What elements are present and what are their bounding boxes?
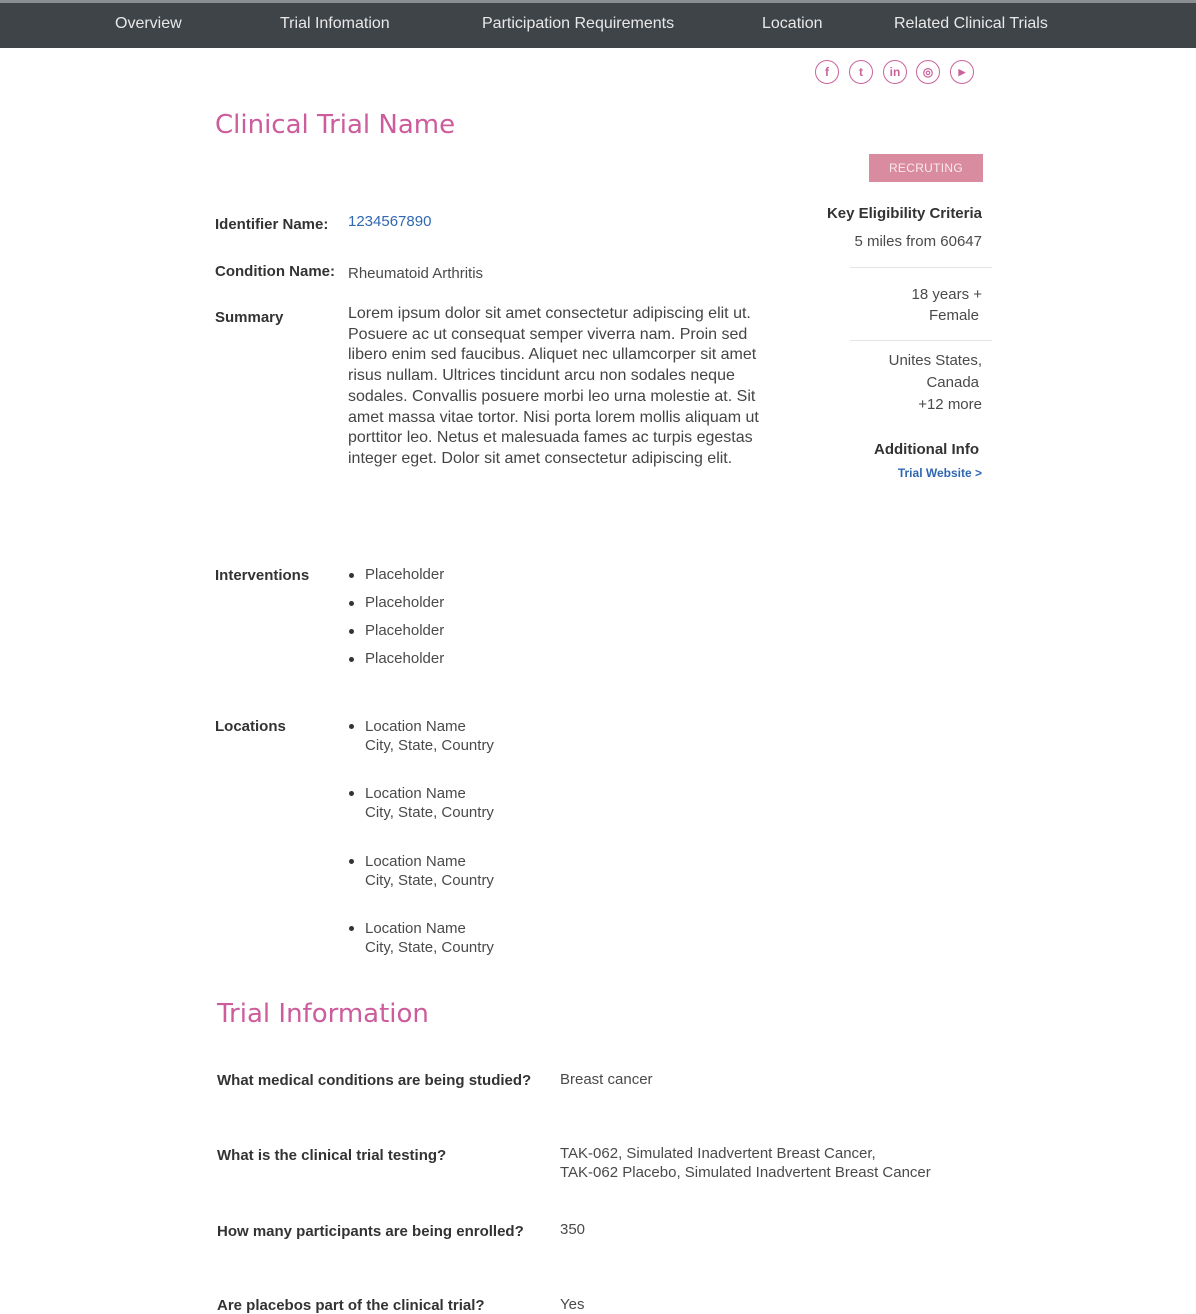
nav-trial-information[interactable]: Trial Infomation [280, 15, 390, 32]
country-text: Canada [926, 374, 979, 391]
condition-value: Rheumatoid Arthritis [348, 265, 484, 282]
locations-list [348, 717, 494, 959]
list-item: Placeholder [348, 650, 444, 678]
distance-text: 5 miles from 60647 [854, 233, 982, 250]
location-place: City, State, Country [365, 737, 494, 754]
divider [850, 340, 992, 341]
youtube-icon[interactable]: ▶ [950, 60, 974, 84]
instagram-icon[interactable]: ◎ [916, 60, 940, 84]
additional-info-heading: Additional Info [874, 441, 979, 458]
section-title-trial-information: Trial Information [217, 999, 429, 1029]
interventions-label: Interventions [215, 567, 310, 584]
list-item [348, 784, 494, 852]
condition-label: Condition Name: [215, 263, 335, 280]
location-name: Location Name [365, 920, 466, 937]
identifier-value[interactable]: 1234567890 [348, 213, 432, 230]
summary-text: Lorem ipsum dolor sit amet consectetur adipiscing elit ut. Posuere ac ut consequat semper viverra nam. Proin sed libero enim sed faucibus. Aliquet nec ullamcorper sit amet risus nullam. Ultrices tincidunt arcu non sodales neque sodales. Convallis posuere morbi leo urna molestie at. Sit amet massa vitae tortor. Nisi porta lorem mollis aliquam ut porttitor leo. Netus et malesuada fames ac turpis egestas integer eget. Dolor sit amet consectetur adipiscing elit. [348, 305, 759, 467]
list-item [348, 852, 494, 919]
answer-participants: 350 [560, 1221, 586, 1238]
list-item: Placeholder [348, 594, 444, 622]
location-name: Location Name [365, 853, 466, 870]
answer-testing-line-1: TAK-062, Simulated Inadvertent Breast Cancer, [560, 1145, 876, 1162]
top-navigation [0, 3, 1196, 48]
nav-overview[interactable]: Overview [115, 15, 182, 32]
nav-participation-requirements[interactable]: Participation Requirements [482, 15, 675, 32]
identifier-label: Identifier Name: [215, 216, 329, 233]
locations-label: Locations [215, 718, 286, 735]
gender-text: Female [928, 307, 979, 324]
divider [850, 267, 992, 268]
answer-conditions: Breast cancer [560, 1071, 653, 1088]
location-name: Location Name [365, 718, 466, 735]
list-item: Placeholder [348, 622, 444, 650]
nav-location[interactable]: Location [762, 15, 823, 32]
country-text: Unites States, [888, 352, 982, 369]
question-testing: What is the clinical trial testing? [217, 1147, 447, 1164]
location-name: Location Name [365, 785, 466, 802]
page-title: Clinical Trial Name [215, 110, 456, 140]
list-item [348, 919, 494, 959]
interventions-list [348, 566, 444, 678]
more-countries-text: +12 more [918, 396, 982, 413]
trial-website-link[interactable]: Trial Website > [897, 466, 982, 480]
question-placebos: Are placebos part of the clinical trial? [217, 1297, 485, 1314]
question-conditions: What medical conditions are being studied? [217, 1072, 532, 1089]
linkedin-icon[interactable]: in [883, 60, 907, 84]
twitter-icon[interactable]: t [849, 60, 873, 84]
key-eligibility-heading: Key Eligibility Criteria [826, 205, 982, 222]
summary-label: Summary [215, 309, 284, 326]
answer-testing-line-2: TAK-062 Placebo, Simulated Inadvertent Breast Cancer [560, 1164, 931, 1181]
status-badge: RECRUTING [869, 154, 983, 182]
age-text: 18 years + [911, 286, 982, 303]
facebook-icon[interactable]: f [815, 60, 839, 84]
question-participants: How many participants are being enrolled? [217, 1223, 524, 1240]
nav-related-clinical-trials[interactable]: Related Clinical Trials [894, 15, 1048, 32]
answer-placebos: Yes [560, 1296, 585, 1313]
location-place: City, State, Country [365, 872, 494, 889]
location-place: City, State, Country [365, 804, 494, 821]
location-place: City, State, Country [365, 939, 494, 956]
list-item [348, 717, 494, 784]
list-item: Placeholder [348, 566, 444, 594]
